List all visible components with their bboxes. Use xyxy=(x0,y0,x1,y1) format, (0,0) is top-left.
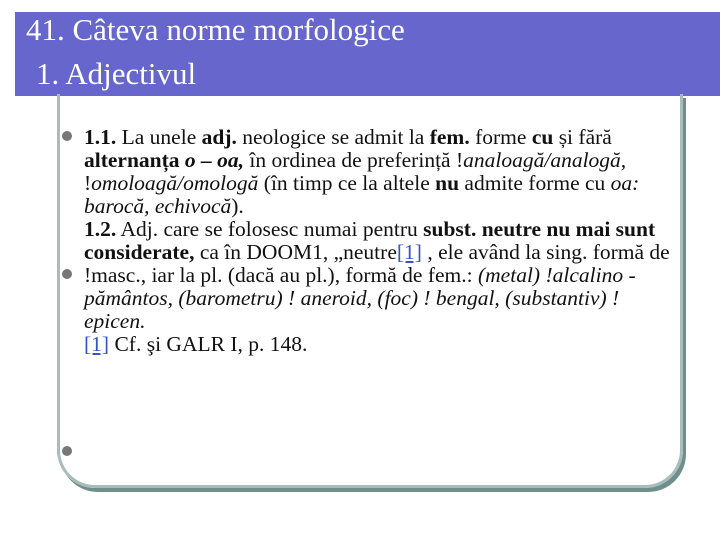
content-frame-left-edge xyxy=(57,94,60,454)
slide-title: 41. Câteva norme morfologice xyxy=(26,12,405,47)
footnote-link[interactable]: [1] xyxy=(84,332,110,356)
footnote-link[interactable]: [1] xyxy=(396,240,422,264)
item-number: 1.1. xyxy=(84,125,117,149)
bullet-icon xyxy=(62,446,72,456)
item-number: 1.2. xyxy=(84,217,117,241)
slide-subtitle: 1. Adjectivul xyxy=(36,56,197,91)
list-item: 1.1. La unele adj. neologice se admit la fem. forme cu și fără alternanța o – oa, în ordinea de preferință !analoagă/analogă, !omoloagă/omologă (în timp ce la altele nu admite forme cu oa: barocă, echivocă). xyxy=(84,125,640,218)
bullet-icon xyxy=(62,269,72,279)
list-item: 1.2. Adj. care se folosesc numai pentru subst. neutre nu mai sunt considerate, ca în DOOM1, „neutre[1] , ele având la sing. formă de !masc., iar la pl. (dacă au pl.), formă de fem.: (metal) !alcalino -pământos, (barometru) ! aneroid, (foc) ! bengal, (substantiv) ! epicen. xyxy=(84,217,670,333)
bullet-list xyxy=(84,126,684,356)
bullet-icon xyxy=(62,131,72,141)
list-item: [1] Cf. şi GALR I, p. 148. xyxy=(84,332,308,356)
